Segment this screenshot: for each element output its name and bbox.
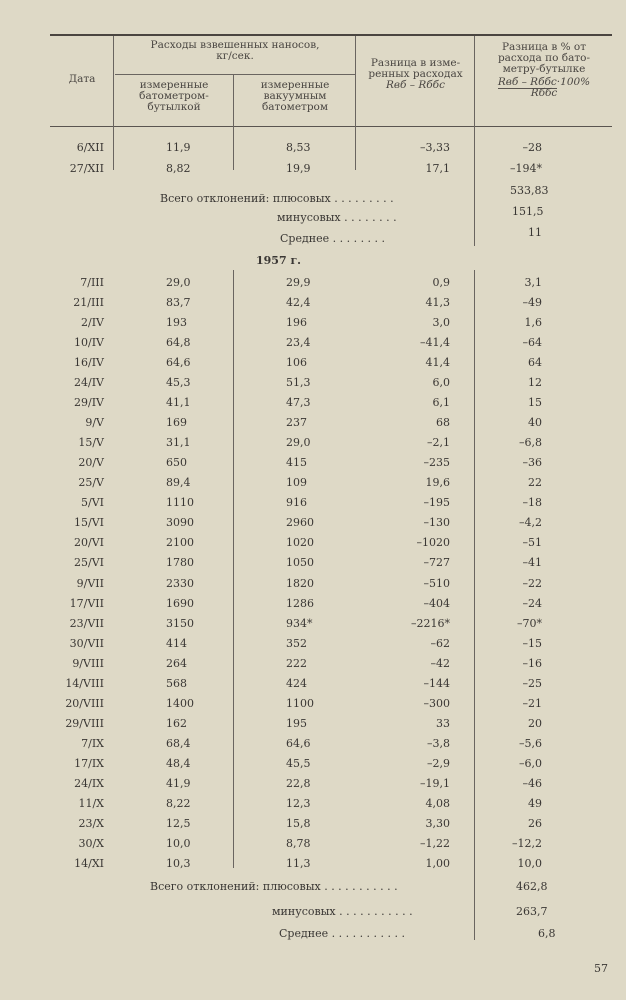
- summary-1956-mean-value: 11: [528, 226, 542, 239]
- cell-bottle: 414: [166, 637, 187, 650]
- cell-pct: 49: [528, 797, 542, 810]
- cell-vacuum: 196: [286, 316, 307, 329]
- cell-date: 15/V: [78, 436, 104, 449]
- cell-vacuum: 23,4: [286, 336, 311, 349]
- header-diff-column: Разница в изме- ренных расходах Rвб – Rббс: [357, 58, 474, 91]
- cell-bottle: 2330: [166, 577, 194, 590]
- cell-date: 11/X: [78, 797, 104, 810]
- summary-1956-plus-label: Всего отклонений: плюсовых . . . . . . . . .: [160, 192, 394, 205]
- cell-vacuum: 1286: [286, 597, 314, 610]
- cell-pct: –5,6: [519, 737, 542, 750]
- cell-diff: 3,0: [432, 316, 450, 329]
- cell-pct: 40: [528, 416, 542, 429]
- cell-bottle: 1110: [166, 496, 194, 509]
- summary-1956-minus-label: минусовых . . . . . . . .: [277, 211, 397, 224]
- column-divider: [113, 36, 114, 170]
- cell-date: 29/VIII: [65, 717, 104, 730]
- page-number: 57: [594, 962, 608, 975]
- cell-date: 25/VI: [74, 556, 104, 569]
- cell-vacuum: 415: [286, 456, 307, 469]
- column-divider: [355, 36, 356, 170]
- cell-bottle: 3090: [166, 516, 194, 529]
- cell-vacuum: 109: [286, 476, 307, 489]
- summary-1957-plus-label: Всего отклонений: плюсовых . . . . . . . . . . .: [150, 880, 398, 893]
- cell-vacuum: 45,5: [286, 757, 311, 770]
- cell-pct: –24: [522, 597, 542, 610]
- cell-date: 16/IV: [74, 356, 104, 369]
- header-date: Дата: [68, 73, 96, 85]
- cell-diff: –1020: [416, 536, 450, 549]
- cell-bottle: 1780: [166, 556, 194, 569]
- cell-vacuum: 106: [286, 356, 307, 369]
- cell-vacuum: 195: [286, 717, 307, 730]
- cell-pct: –16: [522, 657, 542, 670]
- cell-vacuum: 237: [286, 416, 307, 429]
- cell-diff: –2,1: [427, 436, 450, 449]
- header-flow-group: Расходы взвешенных наносов, кг/сек.: [150, 39, 320, 62]
- cell-date: 9/V: [85, 416, 104, 429]
- cell-pct: –18: [522, 496, 542, 509]
- cell-date: 20/VIII: [65, 697, 104, 710]
- cell-date: 14/XI: [74, 857, 104, 870]
- cell-vacuum: 424: [286, 677, 307, 690]
- cell-bottle: 68,4: [166, 737, 191, 750]
- cell-diff: 0,9: [432, 276, 450, 289]
- cell-vacuum: 42,4: [286, 296, 311, 309]
- cell-diff: –510: [423, 577, 450, 590]
- cell-bottle: 8,22: [166, 797, 191, 810]
- table-header-rule: [50, 126, 612, 127]
- cell-pct: –21: [522, 697, 542, 710]
- cell-date: 9/VII: [76, 577, 104, 590]
- cell-vacuum: 51,3: [286, 376, 311, 389]
- cell-date: 7/III: [80, 276, 104, 289]
- cell-diff: 41,4: [425, 356, 450, 369]
- cell-date: 20/VI: [74, 536, 104, 549]
- cell-date: 30/X: [78, 837, 104, 850]
- cell-vacuum: 29,0: [286, 436, 311, 449]
- cell-vacuum: 47,3: [286, 396, 311, 409]
- cell-pct: –46: [522, 777, 542, 790]
- cell-pct: 22: [528, 476, 542, 489]
- cell-bottle: 2100: [166, 536, 194, 549]
- cell-pct: 20: [528, 717, 542, 730]
- cell-pct: –15: [522, 637, 542, 650]
- cell-vacuum: 1050: [286, 556, 314, 569]
- cell-diff: 33: [436, 717, 450, 730]
- cell-bottle: 264: [166, 657, 187, 670]
- summary-1956-mean-label: Среднее . . . . . . . .: [280, 232, 386, 245]
- cell-diff: –130: [423, 516, 450, 529]
- cell-bottle: 1400: [166, 697, 194, 710]
- cell-bottle: 8,82: [166, 162, 191, 175]
- cell-vacuum: 1100: [286, 697, 314, 710]
- cell-bottle: 169: [166, 416, 187, 429]
- cell-pct: –41: [522, 556, 542, 569]
- cell-pct: –22: [522, 577, 542, 590]
- cell-bottle: 3150: [166, 617, 194, 630]
- cell-diff: –19,1: [420, 777, 450, 790]
- cell-diff: –1,22: [420, 837, 450, 850]
- summary-1956-plus-value: 533,83: [510, 184, 549, 197]
- cell-bottle: 64,8: [166, 336, 191, 349]
- cell-date: 17/VII: [69, 597, 104, 610]
- cell-bottle: 11,9: [166, 141, 191, 154]
- cell-diff: –144: [423, 677, 450, 690]
- cell-date: 9/VIII: [72, 657, 104, 670]
- diff-formula: Rвб – Rббс: [386, 79, 445, 91]
- cell-pct: 15: [528, 396, 542, 409]
- column-divider: [233, 74, 234, 170]
- summary-1957-minus-value: 263,7: [516, 905, 548, 918]
- cell-pct: –64: [522, 336, 542, 349]
- cell-date: 24/IX: [74, 777, 104, 790]
- cell-date: 17/IX: [74, 757, 104, 770]
- column-divider: [233, 270, 234, 868]
- cell-diff: 6,0: [432, 376, 450, 389]
- cell-bottle: 41,9: [166, 777, 191, 790]
- table-top-rule: [50, 34, 612, 36]
- cell-date: 2/IV: [81, 316, 104, 329]
- cell-bottle: 48,4: [166, 757, 191, 770]
- cell-vacuum: 352: [286, 637, 307, 650]
- cell-date: 6/XII: [76, 141, 104, 154]
- cell-vacuum: 29,9: [286, 276, 311, 289]
- cell-diff: –404: [423, 597, 450, 610]
- cell-vacuum: 1820: [286, 577, 314, 590]
- cell-vacuum: 8,53: [286, 141, 311, 154]
- cell-bottle: 41,1: [166, 396, 191, 409]
- header-vacuum-column: измеренные вакуумным батометром: [260, 79, 330, 113]
- cell-pct: –4,2: [519, 516, 542, 529]
- summary-1957-mean-value: 6,8: [538, 927, 556, 940]
- cell-diff: –3,8: [427, 737, 450, 750]
- cell-vacuum: 1020: [286, 536, 314, 549]
- cell-vacuum: 64,6: [286, 737, 311, 750]
- cell-bottle: 12,5: [166, 817, 191, 830]
- cell-date: 21/III: [73, 296, 104, 309]
- cell-date: 27/XII: [69, 162, 104, 175]
- cell-vacuum: 934*: [286, 617, 313, 630]
- cell-date: 10/IV: [74, 336, 104, 349]
- cell-diff: –2216*: [411, 617, 450, 630]
- cell-date: 23/X: [78, 817, 104, 830]
- cell-date: 23/VII: [69, 617, 104, 630]
- cell-pct: 1,6: [524, 316, 542, 329]
- cell-diff: –41,4: [420, 336, 450, 349]
- cell-pct: –36: [522, 456, 542, 469]
- cell-diff: 19,6: [425, 476, 450, 489]
- cell-vacuum: 15,8: [286, 817, 311, 830]
- header-pct-column: Разница в % от расхода по бато- метру-бутылке Rвб – Rббс·100% Rббс: [476, 42, 612, 99]
- cell-pct: –12,2: [512, 837, 542, 850]
- cell-date: 5/VI: [81, 496, 104, 509]
- cell-vacuum: 22,8: [286, 777, 311, 790]
- cell-date: 24/IV: [74, 376, 104, 389]
- cell-diff: 17,1: [425, 162, 450, 175]
- cell-diff: –62: [430, 637, 450, 650]
- cell-vacuum: 19,9: [286, 162, 311, 175]
- header-group-rule: [115, 74, 355, 75]
- cell-pct: –28: [522, 141, 542, 154]
- cell-diff: –300: [423, 697, 450, 710]
- cell-pct: 3,1: [524, 276, 542, 289]
- cell-pct: –6,8: [519, 436, 542, 449]
- cell-bottle: 29,0: [166, 276, 191, 289]
- cell-pct: –70*: [517, 617, 542, 630]
- cell-diff: 6,1: [432, 396, 450, 409]
- cell-bottle: 45,3: [166, 376, 191, 389]
- cell-pct: –51: [522, 536, 542, 549]
- cell-bottle: 162: [166, 717, 187, 730]
- cell-bottle: 10,0: [166, 837, 191, 850]
- cell-pct: 26: [528, 817, 542, 830]
- cell-bottle: 10,3: [166, 857, 191, 870]
- cell-diff: –2,9: [427, 757, 450, 770]
- cell-bottle: 64,6: [166, 356, 191, 369]
- cell-diff: –42: [430, 657, 450, 670]
- cell-date: 7/IX: [81, 737, 104, 750]
- summary-1957-plus-value: 462,8: [516, 880, 548, 893]
- cell-bottle: 83,7: [166, 296, 191, 309]
- cell-pct: –25: [522, 677, 542, 690]
- cell-date: 14/VIII: [65, 677, 104, 690]
- cell-date: 29/IV: [74, 396, 104, 409]
- summary-1957-mean-label: Среднее . . . . . . . . . . .: [279, 927, 406, 940]
- cell-diff: 1,00: [425, 857, 450, 870]
- cell-diff: 3,30: [425, 817, 450, 830]
- cell-pct: –194*: [510, 162, 542, 175]
- cell-vacuum: 11,3: [286, 857, 311, 870]
- cell-diff: 4,08: [425, 797, 450, 810]
- header-bottle-column: измеренные батометром- бутылкой: [139, 79, 209, 113]
- cell-pct: –49: [522, 296, 542, 309]
- cell-diff: –195: [423, 496, 450, 509]
- cell-diff: –235: [423, 456, 450, 469]
- cell-pct: 64: [528, 356, 542, 369]
- pct-formula-multiplier: ·100%: [556, 76, 591, 88]
- cell-date: 15/VI: [74, 516, 104, 529]
- cell-diff: –727: [423, 556, 450, 569]
- cell-date: 30/VII: [69, 637, 104, 650]
- cell-bottle: 89,4: [166, 476, 191, 489]
- cell-vacuum: 12,3: [286, 797, 311, 810]
- cell-bottle: 1690: [166, 597, 194, 610]
- cell-diff: 68: [436, 416, 450, 429]
- cell-pct: 12: [528, 376, 542, 389]
- cell-vacuum: 8,78: [286, 837, 311, 850]
- cell-date: 20/V: [78, 456, 104, 469]
- cell-diff: –3,33: [420, 141, 450, 154]
- cell-date: 25/V: [78, 476, 104, 489]
- cell-bottle: 193: [166, 316, 187, 329]
- pct-formula-numerator: Rвб – Rббс: [497, 76, 557, 88]
- cell-bottle: 650: [166, 456, 187, 469]
- cell-pct: 10,0: [517, 857, 542, 870]
- summary-1957-minus-label: минусовых . . . . . . . . . . .: [272, 905, 413, 918]
- cell-vacuum: 2960: [286, 516, 314, 529]
- cell-vacuum: 222: [286, 657, 307, 670]
- year-heading: 1957 г.: [256, 254, 302, 267]
- cell-pct: –6,0: [519, 757, 542, 770]
- cell-bottle: 31,1: [166, 436, 191, 449]
- cell-diff: 41,3: [425, 296, 450, 309]
- summary-1956-minus-value: 151,5: [512, 205, 544, 218]
- cell-vacuum: 916: [286, 496, 307, 509]
- cell-bottle: 568: [166, 677, 187, 690]
- pct-formula-denominator: Rббс: [530, 87, 558, 99]
